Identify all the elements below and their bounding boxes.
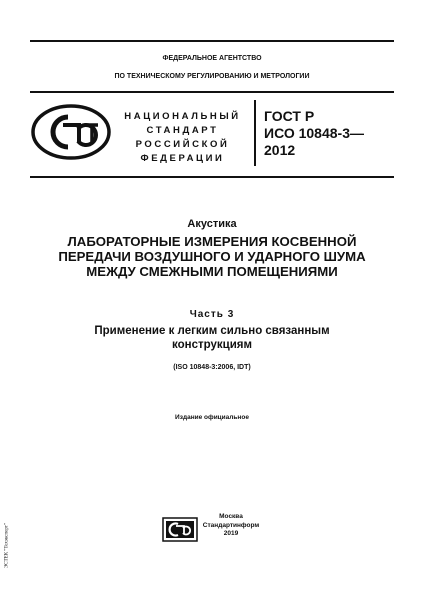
gost-line-1: ГОСТ Р bbox=[264, 108, 315, 124]
side-watermark: ЭСТЕК "Техэксперт" bbox=[4, 522, 10, 569]
gost-r-logo-icon bbox=[30, 103, 112, 161]
national-line-1: НАЦИОНАЛЬНЫЙ bbox=[124, 111, 241, 122]
publisher-info bbox=[201, 513, 261, 539]
standartinform-mark-icon bbox=[162, 517, 198, 542]
gost-line-2: ИСО 10848-3— bbox=[264, 125, 364, 141]
main-title-line-1: ЛАБОРАТОРНЫЕ ИЗМЕРЕНИЯ КОСВЕННОЙ bbox=[67, 234, 357, 249]
iso-reference: (ISO 10848-3:2006, IDT) bbox=[173, 364, 251, 371]
national-line-4: ФЕДЕРАЦИИ bbox=[140, 153, 225, 164]
vertical-divider bbox=[254, 100, 256, 166]
agency-line-1: ФЕДЕРАЛЬНОЕ АГЕНТСТВО bbox=[162, 55, 262, 62]
main-title-line-2: ПЕРЕДАЧИ ВОЗДУШНОГО И УДАРНОГО ШУМА bbox=[58, 249, 366, 264]
subtitle-line-2: конструкциям bbox=[172, 338, 252, 351]
national-line-2: СТАНДАРТ bbox=[146, 125, 219, 136]
header-rule bbox=[30, 91, 394, 93]
agency-line-2: ПО ТЕХНИЧЕСКОМУ РЕГУЛИРОВАНИЮ И МЕТРОЛОГИИ bbox=[114, 73, 310, 80]
main-title-line-3: МЕЖДУ СМЕЖНЫМИ ПОМЕЩЕНИЯМИ bbox=[86, 264, 338, 279]
part-label: Часть 3 bbox=[189, 309, 235, 320]
top-rule bbox=[30, 40, 394, 42]
national-line-3: РОССИЙСКОЙ bbox=[135, 139, 230, 150]
topic-heading: Акустика bbox=[187, 218, 237, 230]
year-line: 2019 bbox=[223, 530, 239, 537]
standard-block-rule bbox=[30, 176, 394, 178]
edition-label: Издание официальное bbox=[175, 414, 249, 421]
subtitle-line-1: Применение к легким сильно связанным bbox=[94, 325, 330, 337]
gost-line-3: 2012 bbox=[264, 142, 296, 158]
main-title bbox=[20, 234, 404, 279]
city-line: Москва bbox=[219, 513, 243, 520]
subtitle bbox=[40, 325, 384, 352]
national-standard-label bbox=[120, 110, 245, 166]
gost-designation bbox=[264, 108, 364, 159]
publisher-line: Стандартинформ bbox=[202, 521, 260, 529]
